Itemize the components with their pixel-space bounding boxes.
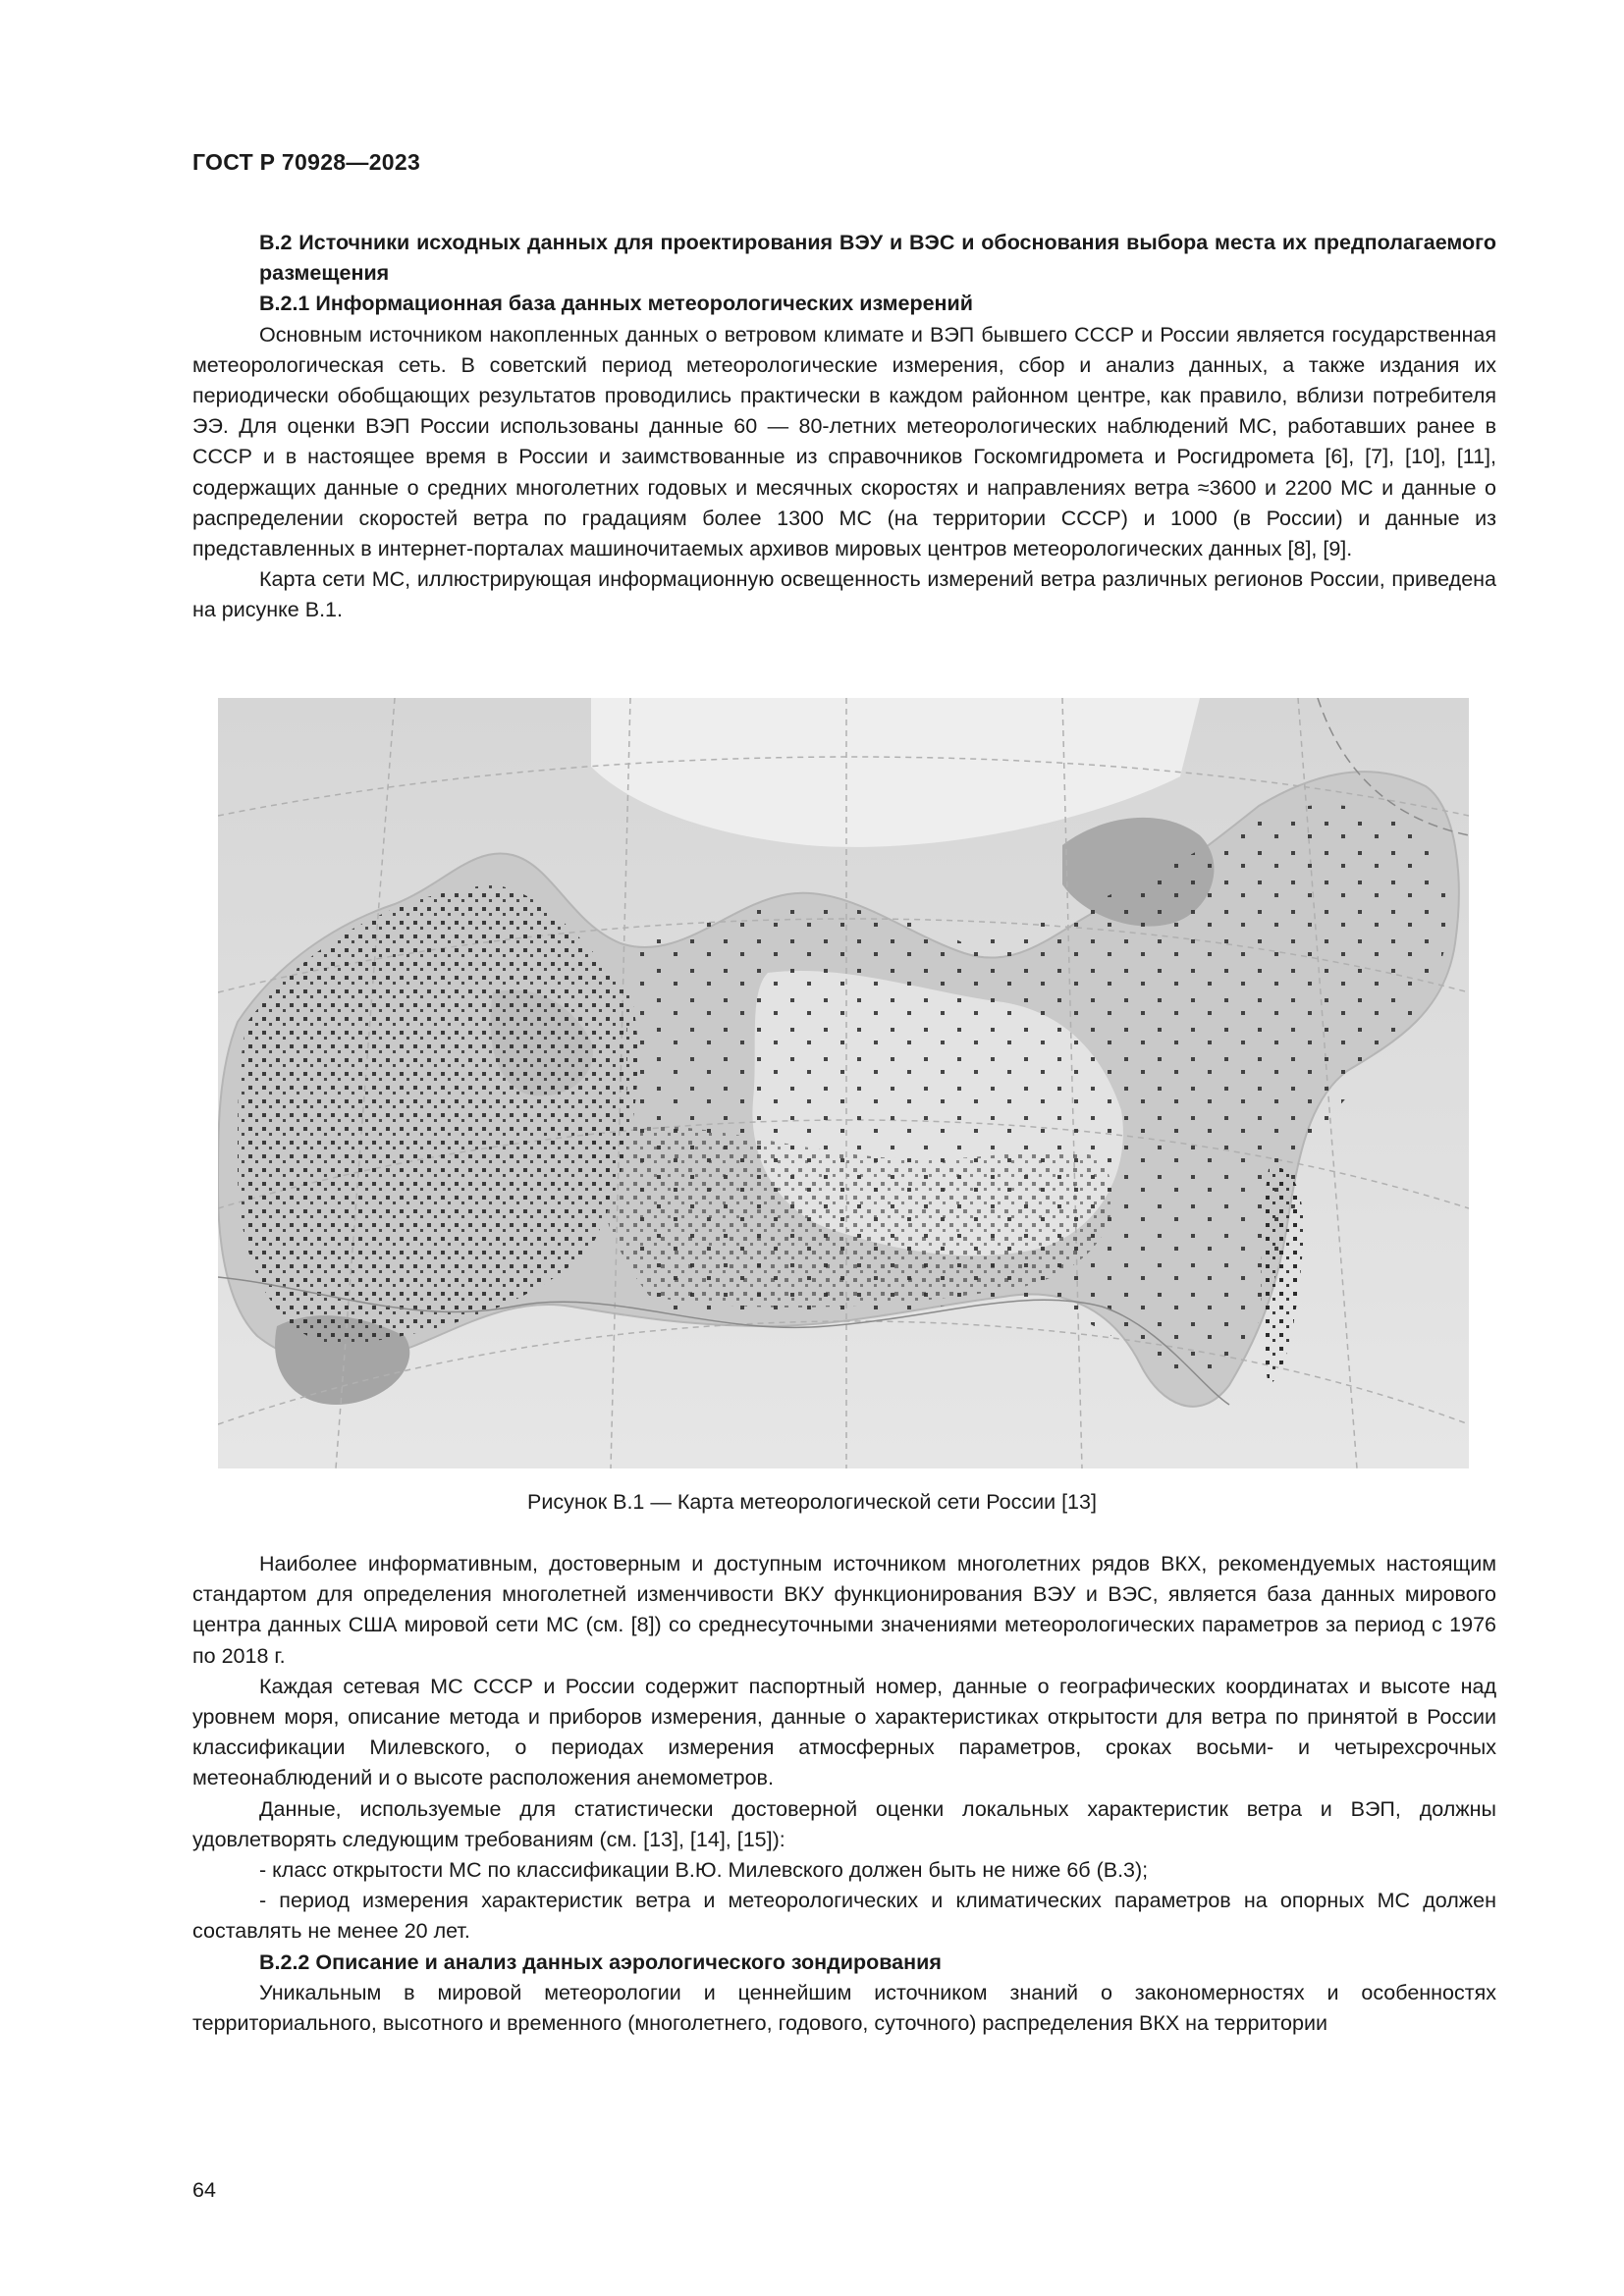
paragraph: Каждая сетевая МС СССР и России содержит паспортный номер, данные о географических координатах и высоте над уровнем моря, описание метода и приборов измерения, данные о характеристиках открытости для ветра по принятой в России классификации Милевского, о периодах измерения атмосферных параметров, сроках восьми- и четырехсрочных метеонаблюдений и о высоте расположения анемометров. [192, 1674, 1496, 1790]
paragraph: Уникальным в мировой метеорологии и ценнейшим источником знаний о закономерностях и особенностях территориального, высотного и временного (многолетнего, годового, суточного) распределения ВКХ на территории [192, 1980, 1496, 2036]
paragraph: Данные, используемые для статистически достоверной оценки локальных характеристик ветра и ВЭП, должны удовлетворять следующим требованиям (см. [13], [14], [15]): [192, 1796, 1496, 1851]
section-heading-b21: В.2.1 Информационная база данных метеорологических измерений [259, 292, 973, 316]
document-header: ГОСТ Р 70928—2023 [192, 149, 421, 175]
section-heading-b2: В.2 Источники исходных данных для проектирования ВЭУ и ВЭС и обоснования выбора места их предполагаемого размещения [259, 231, 1496, 286]
paragraph: Основным источником накопленных данных о ветровом климате и ВЭП бывшего СССР и России является государственная метеорологическая сеть. В советский период метеорологические измерения, сбор и анализ данных, а также издания их периодически обобщающих результатов проводились практически в каждом районном центре, как правило, вблизи потребителя ЭЭ. Для оценки ВЭП России использованы данные 60 — 80-летних метеорологических наблюдений МС, работавших ранее в СССР и в настоящее время в России и заимствованные из справочников Госкомгидромета и Росгидромета [6], [7], [10], [11], содержащих данные о средних многолетних годовых и месячных скоростях и направлениях ветра ≈3600 и 2200 МС и данные о распределении скоростей ветра по градациям более 1300 МС (на территории СССР) и 1000 (в России) и данные из представленных в интернет-порталах машиночитаемых архивов мировых центров метеорологических данных [8], [9]. [192, 322, 1496, 561]
text-block-bottom [192, 1549, 1496, 2039]
paragraph: Карта сети МС, иллюстрирующая информационную освещенность измерений ветра различных регионов России, приведена на рисунке В.1. [192, 567, 1496, 622]
section-heading-b22: В.2.2 Описание и анализ данных аэрологического зондирования [259, 1949, 942, 1974]
text-block-top [192, 228, 1496, 626]
figure-weather-station-map [218, 698, 1469, 1468]
paragraph: Наиболее информативным, достоверным и доступным источником многолетних рядов ВКХ, рекомендуемых настоящим стандартом для определения многолетней изменчивости ВКУ функционирования ВЭУ и ВЭС, является база данных мирового центра данных США мировой сети МС (см. [8]) со среднесуточными значениями метеорологических параметров за период с 1976 по 2018 г. [192, 1552, 1496, 1668]
figure-caption: Рисунок В.1 — Карта метеорологической сети России [13] [527, 1490, 1097, 1514]
page-number: 64 [192, 2178, 216, 2202]
list-item: - период измерения характеристик ветра и метеорологических и климатических параметров на опорных МС должен составлять не менее 20 лет. [192, 1889, 1496, 1944]
list-item: - класс открытости МС по классификации В.Ю. Милевского должен быть не ниже 6б (В.3); [259, 1858, 1149, 1883]
map-image [218, 698, 1469, 1468]
